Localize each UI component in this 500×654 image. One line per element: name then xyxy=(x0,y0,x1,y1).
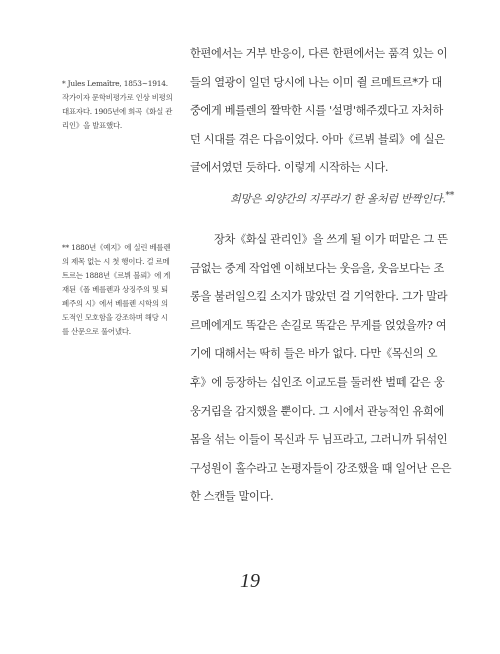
sidenote-marker: ** xyxy=(62,243,69,252)
sidenote-lemaitre xyxy=(62,77,174,133)
body-paragraph-2: 장차《화실 관리인》을 쓰게 될 이가 떠맡은 그 뜬금없는 중계 작업엔 이해보다는 웃음을, 웃음보다는 조롱을 불러일으킬 소지가 많았던 걸 기억한다. 그가 말라르메에게도 똑같은 손길로 똑같은 무게를 얹었을까? 여기에 대해서는 딱히 들은 바가 없다. 다만《목신의 오후》에 등장하는 십인조 이교도를 둘러싼 벌떼 같은 웅웅거림을 감지했을 뿐이다. 그 시에서 관능적인 유희에 몸을 섞는 이들이 목신과 두 님프라고, 그러니까 뒤섞인 구성원이 홀수라고 논평자들이 강조했을 때 일어난 은은한 스캔들 말이다. xyxy=(190,233,452,504)
verse-quote-text: 희망은 외양간의 지푸라기 한 올처럼 반짝인다. xyxy=(230,192,446,206)
page-number: 19 xyxy=(240,570,260,592)
sidenote-sagesse xyxy=(62,241,174,339)
sidenote-text: Jules Lemaître, 1853~1914. 작가이자 문학비평가로 인상 비평의 대표자다. 1905년에 희곡《화실 관리인》을 발표했다. xyxy=(62,79,173,130)
verse-quote-marker: ** xyxy=(445,190,454,201)
verse-quote xyxy=(214,182,454,214)
body-paragraph-1: 한편에서는 거부 반응이, 다른 한편에서는 품격 있는 이들의 열광이 일던 당시에 나는 이미 쥘 르메트르*가 대중에게 베를렌의 짤막한 시를 '설명'해주겠다고 자처하던 시대를 겪은 다음이었다. 아마《르뷔 블뢰》에 실은 글에서였던 듯하다. 이렇게 시작하는 시다. xyxy=(190,47,448,175)
sidenote-text: 1880년《예지》에 실린 베를렌의 제목 없는 시 첫 행이다. 걸 르메트르는 1888년《르뷔 블뢰》에 게재된《폴 베를렌과 상징주의 및 퇴폐주의 시》에서 베를렌 시학의 의도적인 모호함을 강조하며 해당 시를 산문으로 풀어냈다. xyxy=(62,243,171,336)
sidenote-marker: * xyxy=(62,79,66,88)
